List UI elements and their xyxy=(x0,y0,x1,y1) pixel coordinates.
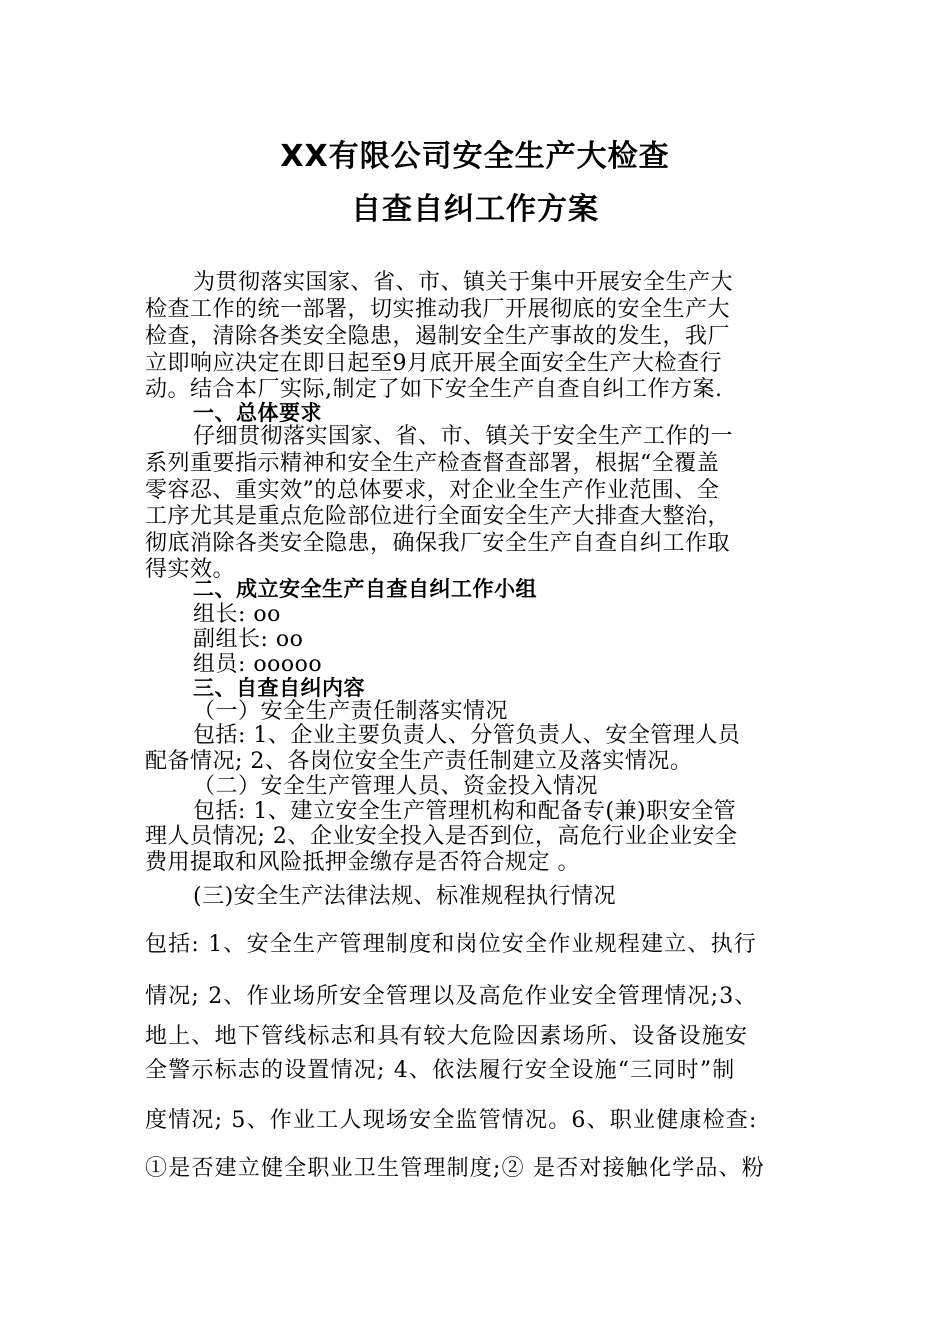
item2-line: 理人员情况; 2、企业安全投入是否到位，高危行业企业安全 xyxy=(145,824,738,849)
section1-line: 得实效。 xyxy=(145,557,236,582)
section1-line: 系列重要指示精神和安全生产检查督查部署，根据“全覆盖 xyxy=(145,451,720,476)
document-title-line2: 自查自纠工作方案 xyxy=(351,192,599,227)
section1-heading: 一、总体要求 xyxy=(193,401,322,425)
section1-line: 彻底消除各类安全隐患，确保我厂安全生产自查自纠工作取 xyxy=(145,531,731,556)
section1-line: 工序尤其是重点危险部位进行全面安全生产大排查大整治， xyxy=(145,504,731,529)
item1-line: 配备情况; 2、各岗位安全生产责任制建立及落实情况。 xyxy=(145,749,693,774)
section2-heading: 二、成立安全生产自查自纠工作小组 xyxy=(193,577,537,601)
item1-title: （一）安全生产责任制落实情况 xyxy=(193,699,509,724)
group-leader: 组长: oo xyxy=(193,602,281,627)
intro-line: 检查，清除各类安全隐患，遏制安全生产事故的发生，我厂 xyxy=(145,324,731,349)
item3-line: 地上、地下管线标志和具有较大危险因素场所、设备设施安 xyxy=(145,1024,749,1049)
section3-heading: 三、自查自纠内容 xyxy=(193,676,365,700)
intro-line: 立即响应决定在即日起至9月底开展全面安全生产大检查行 xyxy=(145,351,722,376)
item3-line: 情况; 2、作业场所安全管理以及高危作业安全管理情况;3、 xyxy=(145,984,758,1009)
document-title-line1: XX有限公司安全生产大检查 xyxy=(280,139,670,174)
item3-line: 度情况; 5、作业工人现场安全监管情况。6、职业健康检查: xyxy=(145,1108,758,1133)
item3-line: 包括: 1、安全生产管理制度和岗位安全作业规程建立、执行 xyxy=(145,932,758,957)
intro-line: 检查工作的统一部署，切实推动我厂开展彻底的安全生产大 xyxy=(145,297,731,322)
section1-line: 零容忍、重实效”的总体要求，对企业全生产作业范围、全 xyxy=(145,478,720,503)
section1-line: 仔细贯彻落实国家、省、市、镇关于安全生产工作的一 xyxy=(193,424,734,449)
group-deputy: 副组长: oo xyxy=(193,627,304,652)
item1-line: 包括: 1、企业主要负责人、分管负责人、安全管理人员 xyxy=(193,723,741,748)
item2-line: 包括: 1、建立安全生产管理机构和配备专(兼)职安全管 xyxy=(193,799,737,824)
item2-line: 费用提取和风险抵押金缴存是否符合规定 。 xyxy=(145,850,580,875)
intro-line: 动。结合本厂实际,制定了如下安全生产自查自纠工作方案. xyxy=(145,377,723,402)
item3-title: (三)安全生产法律法规、标准规程执行情况 xyxy=(193,884,617,909)
group-members: 组员: ooooo xyxy=(193,652,323,677)
item2-title: （二）安全生产管理人员、资金投入情况 xyxy=(193,774,599,799)
intro-line: 为贯彻落实国家、省、市、镇关于集中开展安全生产大 xyxy=(193,270,734,295)
item3-line: 全警示标志的设置情况; 4、依法履行安全设施“三同时”制 xyxy=(145,1058,736,1083)
item3-line: ①是否建立健全职业卫生管理制度;② 是否对接触化学品、粉 xyxy=(145,1156,766,1181)
